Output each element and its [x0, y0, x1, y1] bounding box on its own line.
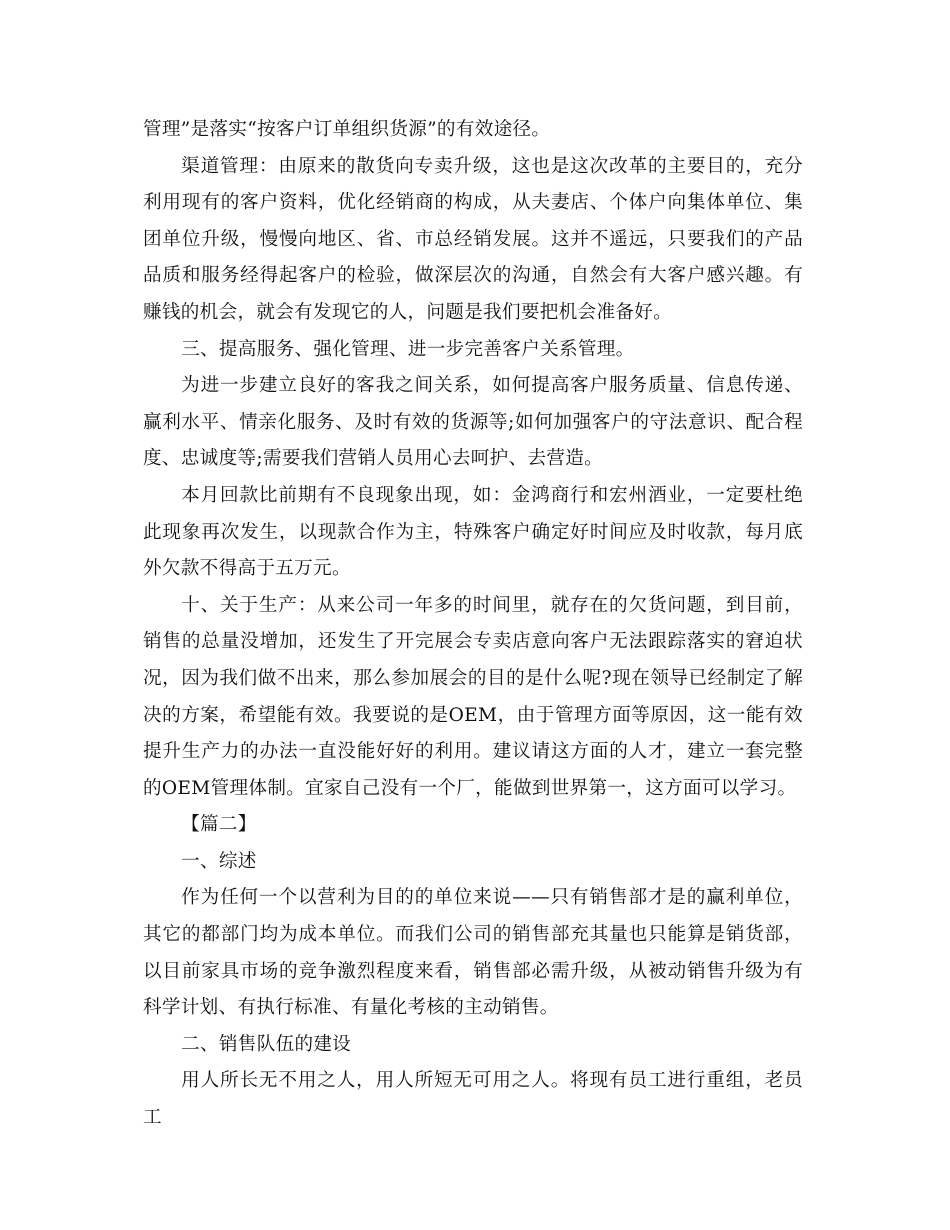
- section-marker-part-two: 【篇二】: [181, 814, 257, 836]
- heading-improve-service: 三、提高服务、强化管理、进一步完善客户关系管理。: [181, 338, 635, 360]
- paragraph-1: 管理”是落实“按客户订单组织货源”的有效途径。: [143, 119, 551, 140]
- heading-sales-team: 二、销售队伍的建设: [181, 1033, 352, 1055]
- document-body: [143, 112, 803, 1137]
- paragraph-customer-relations: 为进一步建立良好的客我之间关系，如何提高客户服务质量、信息传递、赢利水平、情亲化服务、及时有效的货源等;如何加强客户的守法意识、配合程度、忠诚度等;需要我们营销人员用心去呵护、去营造。: [143, 375, 803, 470]
- paragraph-sales-team: 用人所长无不用之人，用人所短无可用之人。将现有员工进行重组，老员工: [143, 1070, 803, 1129]
- paragraph-overview: 作为任何一个以营利为目的的单位来说——只有销售部才是的赢利单位，其它的都部门均为成本单位。而我们公司的销售部充其量也只能算是销货部，以目前家具市场的竞争激烈程度来看，销售部必需升级，从被动销售升级为有科学计划、有执行标准、有量化考核的主动销售。: [143, 887, 803, 1019]
- heading-overview: 一、综述: [181, 850, 257, 872]
- paragraph-payment-collection: 本月回款比前期有不良现象出现，如：金鸿商行和宏州酒业，一定要杜绝此现象再次发生，以现款合作为主，特殊客户确定好时间应及时收款，每月底外欠款不得高于五万元。: [143, 484, 803, 580]
- paragraph-channel-management: 渠道管理：由原来的散货向专卖升级，这也是这次改革的主要目的，充分利用现有的客户资料，优化经销商的构成，从夫妻店、个体户向集体单位、集团单位升级，慢慢向地区、省、市总经销发展。这并不遥远，只要我们的产品品质和服务经得起客户的检验，做深层次的沟通，自然会有大客户感兴趣。有赚钱的机会，就会有发现它的人，问题是我们要把机会准备好。: [143, 155, 803, 323]
- paragraph-production: 十、关于生产：从来公司一年多的时间里，就存在的欠货问题，到目前，销售的总量没增加，还发生了开完展会专卖店意向客户无法跟踪落实的窘迫状况，因为我们做不出来，那么参加展会的目的是什么呢?现在领导已经制定了解决的方案，希望能有效。我要说的是OEM，由于管理方面等原因，这一能有效提升生产力的办法一直没能好好的利用。建议请这方面的人才，建立一套完整的OEM管理体制。宜家自己没有一个厂，能做到世界第一，这方面可以学习。: [143, 594, 803, 799]
